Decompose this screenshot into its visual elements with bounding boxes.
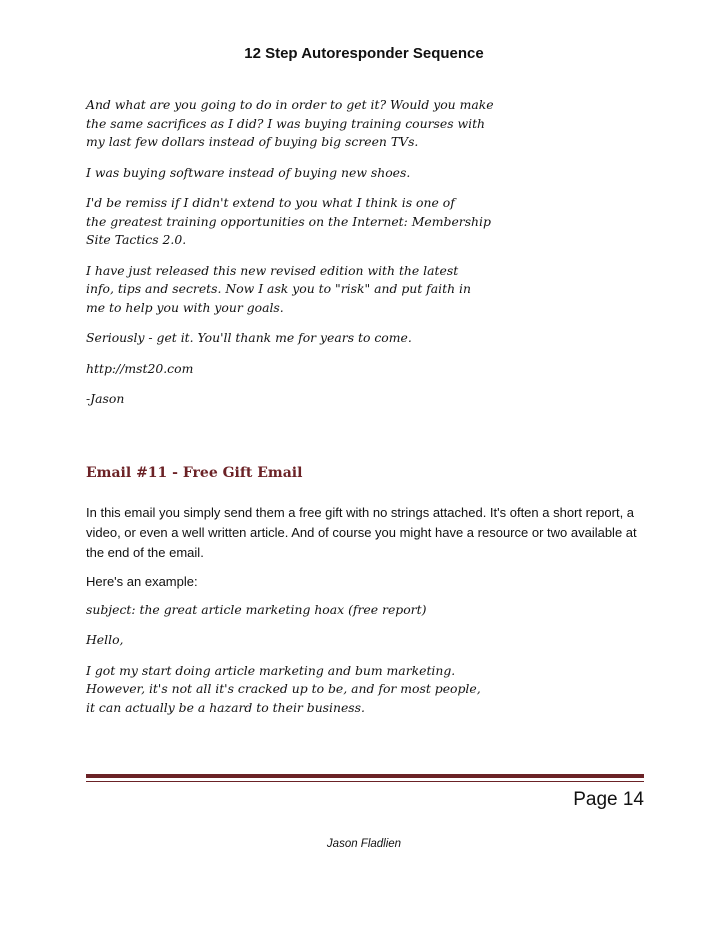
footer-author: Jason Fladlien [326,838,402,850]
footer-divider-thick [86,774,644,778]
signature-text: -Jason [86,391,125,406]
example-body: I got my start doing article marketing and bum marketing. However, it's not all it's cracked up to be, and for most people, it can actually be a hazard to their business. [86,662,481,715]
body-paragraph: I'd be remiss if I didn't extend to you what I think is one of the greatest training opportunities on the Internet: Membership Site Tactics 2.0. [86,195,491,247]
page-number: Page 14 [573,789,644,810]
example-subject: subject: the great article marketing hoax (free report) [86,601,427,617]
section-heading: Email #11 - Free Gift Email [86,464,303,481]
body-paragraph: And what are you going to do in order to get it? Would you make the same sacrifices as I did? I was buying training courses with my last few dollars instead of buying big screen TVs. [86,97,494,149]
footer-divider-thin [86,781,644,782]
intro-paragraph: In this email you simply send them a free gift with no strings attached. It's often a short report, a video, or even a well written article. And of course you might have a resource or two available at the end of the email. [86,504,637,560]
body-paragraph: Seriously - get it. You'll thank me for years to come. [86,330,412,345]
page-header-title: 12 Step Autoresponder Sequence [244,45,484,62]
page-content [86,96,656,729]
example-greeting: Hello, [86,632,124,647]
body-paragraph: I have just released this new revised edition with the latest info, tips and secrets. Now I ask you to "risk" and put faith in me to help you with your goals. [86,262,471,315]
url-text: http://mst20.com [86,360,194,376]
intro-paragraph: Here's an example: [86,573,198,589]
body-paragraph: I was buying software instead of buying new shoes. [86,164,411,180]
